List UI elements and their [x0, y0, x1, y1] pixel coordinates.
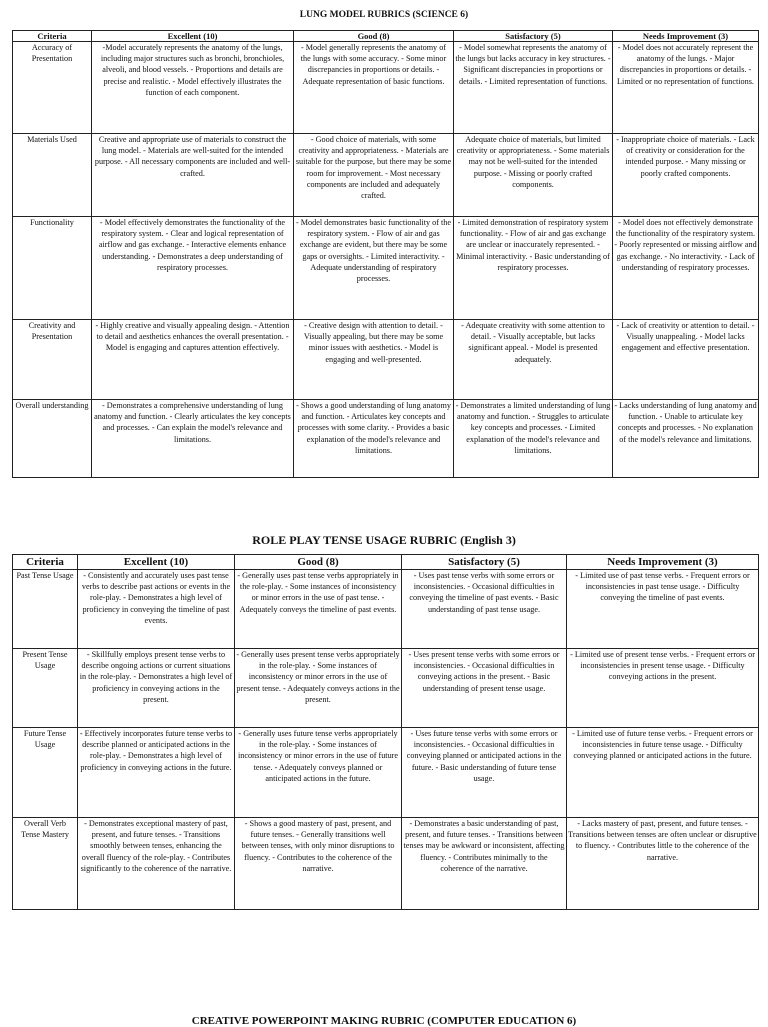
english-rubric-title: ROLE PLAY TENSE USAGE RUBRIC (English 3) [252, 533, 516, 547]
criteria-cell: Past Tense Usage [13, 570, 78, 649]
good-cell: - Model demonstrates basic functionality of the respiratory system. - Flow of air and gas exchange are evident, but there may be some gaps or oversights. - Limited interactivity. - Adequate understanding of respiratory processes. [294, 217, 454, 320]
satisfactory-cell: - Model somewhat represents the anatomy of the lungs but lacks accuracy in key structures. - Significant discrepancies in proportions or details. - Limited representation of functions. [454, 42, 613, 134]
header-satisfactory: Satisfactory (5) [402, 555, 567, 570]
good-cell: - Creative design with attention to detail. - Visually appealing, but there may be some minor issues with aesthetics. - Model is engaging and well-presented. [294, 320, 454, 400]
table-header-row [13, 555, 759, 570]
table-row [13, 818, 759, 910]
criteria-cell: Overall understanding [13, 400, 92, 478]
criteria-cell: Overall Verb Tense Mastery [13, 818, 78, 910]
excellent-cell: Creative and appropriate use of materials to construct the lung model. - Materials are well-suited for the intended purpose. - All necessary components are included and well-crafted. [92, 134, 294, 217]
excellent-cell: - Highly creative and visually appealing design. - Attention to detail and aesthetics enhances the overall presentation. - Model is engaging and captures attention effectively. [92, 320, 294, 400]
criteria-cell: Functionality [13, 217, 92, 320]
computer-rubric-title: CREATIVE POWERPOINT MAKING RUBRIC (COMPUTER EDUCATION 6) [191, 1015, 577, 1027]
satisfactory-cell: - Uses past tense verbs with some errors or inconsistencies. - Occasional difficulties in conveying the timeline of past events. - Basic understanding of past tense usage. [402, 570, 567, 649]
needs-improvement-cell: - Lacks mastery of past, present, and future tenses. - Transitions between tenses are often unclear or disruptive to fluency. - Contributes little to the coherence of the narrative. [567, 818, 759, 910]
table-row [13, 42, 759, 134]
excellent-cell: - Skillfully employs present tense verbs to describe ongoing actions or current situations in the role-play. - Demonstrates a high level of proficiency in conveying actions in the present. [78, 649, 235, 728]
needs-improvement-cell: - Lacks understanding of lung anatomy and function. - Unable to articulate key concepts and processes. - No explanation of the model's relevance and limitations. [613, 400, 759, 478]
table-row [13, 134, 759, 217]
needs-improvement-cell: - Lack of creativity or attention to detail. - Visually unappealing. - Model lacks engagement and effective presentation. [613, 320, 759, 400]
criteria-cell: Creativity and Presentation [13, 320, 92, 400]
good-cell: - Generally uses past tense verbs appropriately in the role-play. - Some instances of inconsistency or minor errors in the use of past tense. - Adequately conveys the timeline of past events. [235, 570, 402, 649]
good-cell: - Generally uses future tense verbs appropriately in the role-play. - Some instances of inconsistency or minor errors in the use of future tense. - Adequately conveys planned or anticipated actions in the future. [235, 728, 402, 818]
header-excellent: Excellent (10) [78, 555, 235, 570]
header-criteria: Criteria [13, 555, 78, 570]
good-cell: - Shows a good mastery of past, present, and future tenses. - Generally transitions well between tenses, with only minor disruptions to fluency. - Contributes to the coherence of the narrative. [235, 818, 402, 910]
table-row [13, 649, 759, 728]
excellent-cell: -Model accurately represents the anatomy of the lungs, including major structures such as bronchi, bronchioles, alveoli, and blood vessels. - Proportions and details are precise and realistic. - Model effectively illustrates the function of each component. [92, 42, 294, 134]
header-needs-improvement: Needs Improvement (3) [613, 31, 759, 42]
table-row [13, 217, 759, 320]
excellent-cell: - Model effectively demonstrates the functionality of the respiratory system. - Clear and logical representation of airflow and gas exchange. - Interactive elements enhance understanding. - Demonstrates a deep understanding of respiratory processes. [92, 217, 294, 320]
excellent-cell: - Demonstrates exceptional mastery of past, present, and future tenses. - Transitions smoothly between tenses, enhancing the overall fluency of the role-play. - Contributes significantly to the coherence of the narrative. [78, 818, 235, 910]
header-satisfactory: Satisfactory (5) [454, 31, 613, 42]
needs-improvement-cell: - Inappropriate choice of materials. - Lack of creativity or consideration for the intended purpose. - Many missing or poorly crafted components. [613, 134, 759, 217]
satisfactory-cell: Adequate choice of materials, but limited creativity or appropriateness. - Some materials may not be well-suited for the intended purpose. - Missing or poorly crafted components. [454, 134, 613, 217]
needs-improvement-cell: - Limited use of future tense verbs. - Frequent errors or inconsistencies in future tense usage. - Difficulty conveying planned or anticipated actions in the future. [567, 728, 759, 818]
english-rubric-table [12, 554, 759, 910]
header-needs-improvement: Needs Improvement (3) [567, 555, 759, 570]
table-header-row [13, 31, 759, 42]
needs-improvement-cell: - Limited use of present tense verbs. - Frequent errors or inconsistencies in present tense usage. - Difficulty conveying actions in the present. [567, 649, 759, 728]
excellent-cell: - Demonstrates a comprehensive understanding of lung anatomy and function. - Clearly articulates the key concepts and processes. - Can explain the model's relevance and limitations. [92, 400, 294, 478]
needs-improvement-cell: - Model does not effectively demonstrate the functionality of the respiratory system. - Poorly represented or missing airflow and gas exchange. - No interactivity. - Lack of understanding of respiratory processes. [613, 217, 759, 320]
needs-improvement-cell: - Limited use of past tense verbs. - Frequent errors or inconsistencies in past tense usage. - Difficulty conveying the timeline of past events. [567, 570, 759, 649]
criteria-cell: Future Tense Usage [13, 728, 78, 818]
needs-improvement-cell: - Model does not accurately represent the anatomy of the lungs. - Major discrepancies in proportions or details. - Limited or no representation of functions. [613, 42, 759, 134]
satisfactory-cell: - Uses future tense verbs with some errors or inconsistencies. - Occasional difficulties in conveying planned or anticipated actions in the future. - Basic understanding of future tense usage. [402, 728, 567, 818]
header-good: Good (8) [235, 555, 402, 570]
header-good: Good (8) [294, 31, 454, 42]
satisfactory-cell: - Demonstrates a basic understanding of past, present, and future tenses. - Transitions between tenses may be awkward or inconsistent, affecting fluency. - Contributes minimally to the coherence of the narrative. [402, 818, 567, 910]
good-cell: - Model generally represents the anatomy of the lungs with some accuracy. - Some minor discrepancies in proportions or details. - Adequate representation of basic functions. [294, 42, 454, 134]
header-criteria: Criteria [13, 31, 92, 42]
criteria-cell: Materials Used [13, 134, 92, 217]
good-cell: - Good choice of materials, with some creativity and appropriateness. - Materials are suitable for the purpose, but there may be some room for improvement. - Most necessary components are included and adequately crafted. [294, 134, 454, 217]
excellent-cell: - Effectively incorporates future tense verbs to describe planned or anticipated actions in the role-play. - Demonstrates a high level of proficiency in conveying actions in the future. [78, 728, 235, 818]
table-row [13, 320, 759, 400]
science-rubric-title: LUNG MODEL RUBRICS (SCIENCE 6) [299, 10, 469, 20]
table-row [13, 728, 759, 818]
good-cell: - Shows a good understanding of lung anatomy and function. - Articulates key concepts and processes with some clarity. - Provides a basic explanation of the model's relevance and limitations. [294, 400, 454, 478]
good-cell: - Generally uses present tense verbs appropriately in the role-play. - Some instances of inconsistency or minor errors in the use of present tense. - Adequately conveys actions in the present. [235, 649, 402, 728]
satisfactory-cell: - Uses present tense verbs with some errors or inconsistencies. - Occasional difficulties in conveying actions in the present. - Basic understanding of present tense usage. [402, 649, 567, 728]
header-excellent: Excellent (10) [92, 31, 294, 42]
criteria-cell: Accuracy of Presentation [13, 42, 92, 134]
satisfactory-cell: - Limited demonstration of respiratory system functionality. - Flow of air and gas exchange are unclear or inaccurately represented. - Minimal interactivity. - Basic understanding of respiratory processes. [454, 217, 613, 320]
science-rubric-table [12, 30, 759, 478]
satisfactory-cell: - Adequate creativity with some attention to detail. - Visually acceptable, but lacks significant appeal. - Model is presented adequately. [454, 320, 613, 400]
table-row [13, 570, 759, 649]
excellent-cell: - Consistently and accurately uses past tense verbs to describe past actions or events in the role-play. - Demonstrates a high level of proficiency in conveying the timeline of past events. [78, 570, 235, 649]
satisfactory-cell: - Demonstrates a limited understanding of lung anatomy and function. - Struggles to articulate key concepts and processes. - Limited explanation of the model's relevance and limitations. [454, 400, 613, 478]
table-row [13, 400, 759, 478]
criteria-cell: Present Tense Usage [13, 649, 78, 728]
